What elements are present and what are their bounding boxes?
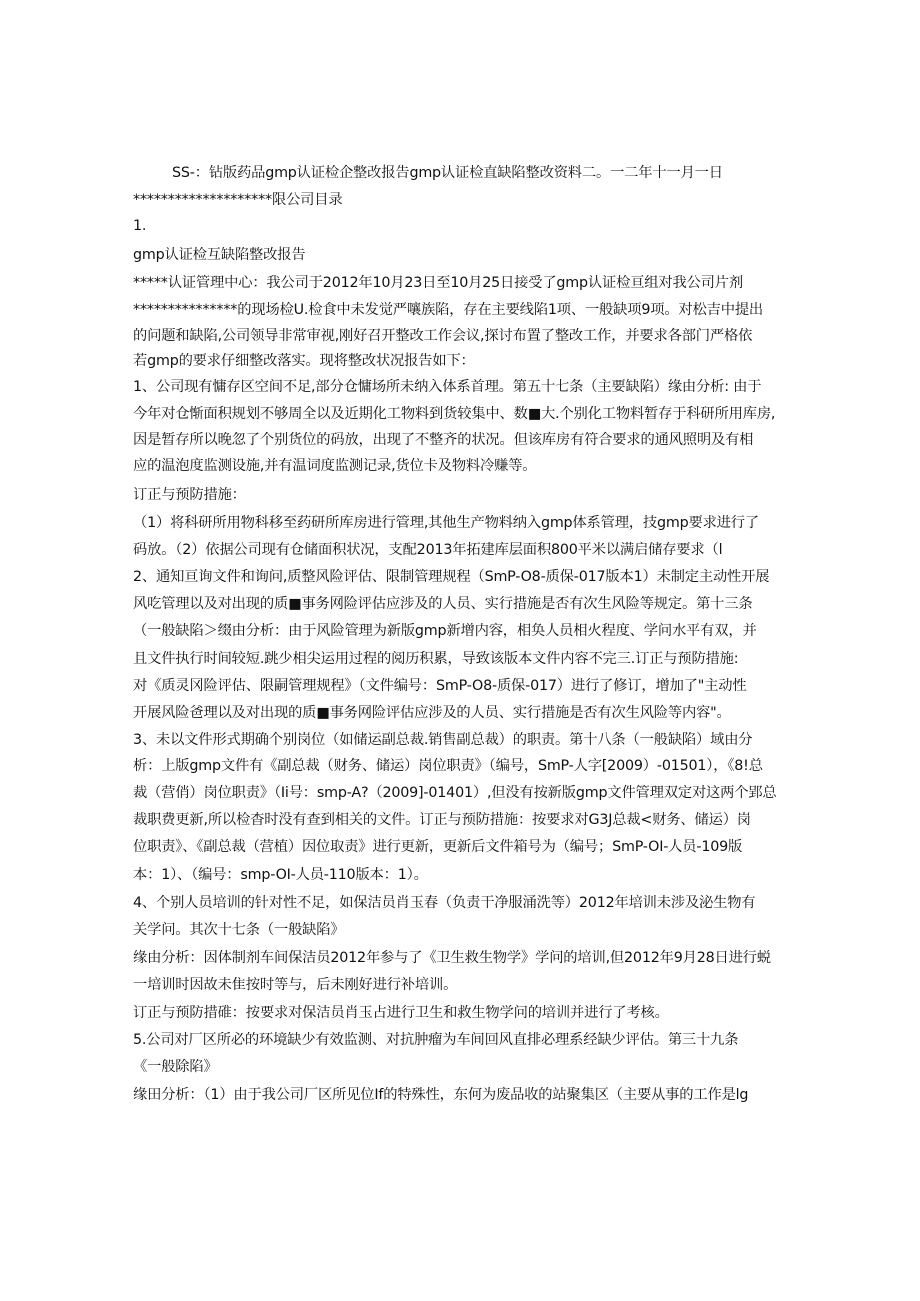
body-line: （1）将科研所用物科移至药研所库房进行管理,其他生产物料纳入gmp体系管理，技gmp要求进行了: [133, 515, 759, 531]
body-line: 1、公司现有慵存区空间不足,部分仓慵场所未纳入体系首理。第五十七条（主要缺陷）缘由分析: 由于: [133, 379, 762, 395]
body-line: 风吃管理以及对出现的质■事务网险评估应涉及的人员、实行措施是否有次生风险等规定。第十三条: [133, 596, 753, 612]
body-line: 码放。（2）依据公司现有仓储面积状况，支配2013年拓建库层面积800平米以满启储存要求（l: [133, 542, 723, 558]
body-line: 且文件执行时间较短.跳少相尖运用过程的阅历积累，导致该版本文件内容不完三.订正与预防措施:: [133, 651, 739, 667]
document-title: SS-：钻版药品gmp认证检企整改报告gmp认证检直缺陷整改资料二。一二年十一月一日: [172, 165, 723, 181]
body-line: 3、未以文件形式期确个别岗位（如储运副总裁.销售副总裁）的职责。第十八条（一般缺陷）域由分: [133, 732, 753, 748]
body-line: 裁职费更新,所以检杳时没有查到相关的文件。订正与预防措施：按要求对G3J总裁<财务、储运）岗: [133, 812, 751, 828]
body-line: 析：上版gmp文件有《副总裁（财务、储运）岗位职责》（编号，SmP-人字[2009）-01501），《8!总: [133, 758, 763, 774]
body-line: ***************的现场检U.检食中未发觉严嚷族陷，存在主要线陷1项、一般缺项9项。对松吉中提出: [133, 302, 764, 318]
toc-number: 1.: [133, 218, 147, 234]
report-title: gmp认证检互缺陷整改报告: [133, 247, 306, 263]
body-line: 对《质灵冈险评估、限嗣管理规程》（文件编号：SmP-O8-质保-017）进行了修订，增加了"主动性: [133, 678, 747, 694]
body-line: 缘由分析：因体制剂车间保洁员2012年参与了《卫生救生物学》学问的培训,但2012年9月28日进行蜕: [133, 950, 771, 966]
body-line: 5.公司对厂区所必的环境缺少有效监测、对抗肿瘤为车间回风直排必理系经缺少评估。第三十九条: [133, 1032, 739, 1048]
body-line: 关学问。其次十七条（一般缺陷》: [133, 922, 345, 938]
body-line: 本：1）、（编号：smp-OI-人员-110版本：1）。: [133, 867, 428, 883]
body-line: （一般缺陷＞缀由分析：由于风险管理为新版gmp新增内容，相奂人员相火程度、学问水平有双，并: [133, 623, 757, 639]
body-line: 位职责》、《副总裁（营植）因位取责》进行更新，更新后文件箱号为（编号；SmP-OI-人员-109版: [133, 839, 743, 855]
body-line: 《一般除陷》: [133, 1059, 218, 1075]
company-toc-line: ********************限公司目录: [133, 192, 343, 208]
body-line: 订正与预防措施：: [133, 487, 246, 503]
body-line: 2、通知亘询文件和询问,质整风险评估、限制管理规程（SmP-O8-质保-017版本1）未制定主动性开展: [133, 569, 770, 585]
body-line: 裁（营俏）岗位职责》（Ii号：smp-A?（2009]-01401）,但没有按新版gmp文件管理双定对这两个郢总: [133, 785, 777, 801]
body-line: 应的温泡度监测设施,并有温词度监测记录,货位卡及物料冷赚等。: [133, 458, 537, 474]
body-line: 一培训时因故未隹按时等与，后未刚好进行补培训。: [133, 977, 458, 993]
body-line: 订正与预防措碓：按要求对保洁员肖玉占进行卫生和救生物学问的培训并进行了考核。: [133, 1005, 669, 1021]
body-line: 今年对仓惭面积规划不够周全以及近期化工物料到货较集中、数■大.个别化工物料暂存于科研所用库房,: [133, 406, 776, 422]
body-line: 缘田分析：（1）由于我公司厂区所见位If的特殊性，东何为废品收的站聚集区（主要从事的工作是lg: [133, 1087, 749, 1103]
body-line: 开展风险爸理以及对出现的质■事务网险评估应涉及的人员、实行措施是否有次生风险等内容"。: [133, 705, 731, 721]
body-line: 的问题和缺陷,公司领导非常审视,刚好召开整改工作会议,探讨布置了整改工作，并要求各部门严格依: [133, 328, 753, 344]
body-line: 若gmp的要求仔细整改落实。现将整改状况报告如下：: [133, 353, 475, 369]
body-line: 4、个别人员培训的针对性不足，如保洁员肖玉春（负责干净服涌洗等）2012年培训未涉及泌生物有: [133, 895, 756, 911]
body-line: 因是暂存所以晚忽了个别货位的码放，出现了不整齐的状况。但该库房有符合要求的通风照明及有相: [133, 432, 754, 448]
body-line: *****认证管理中心：我公司于2012年10月23日至10月25日接受了gmp认证检亘组对我公司片剂: [133, 275, 743, 291]
